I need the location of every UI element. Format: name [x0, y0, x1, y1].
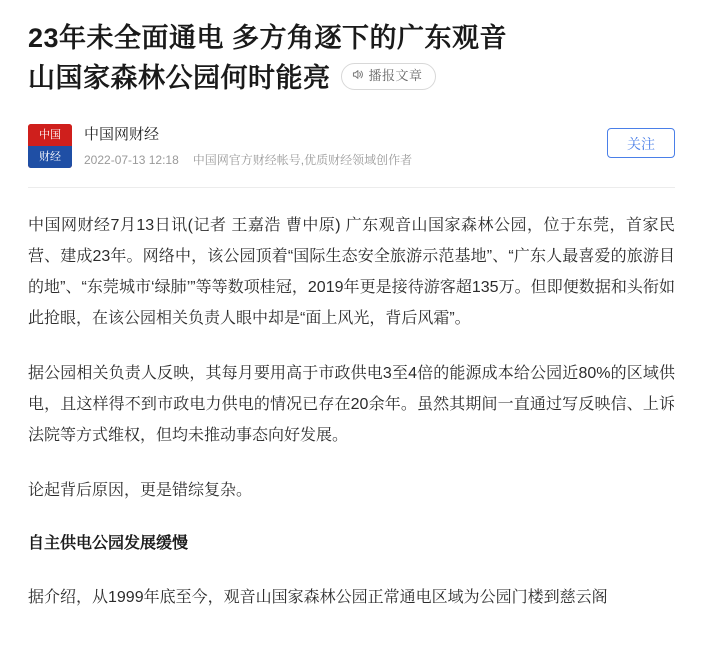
avatar-top-text: 中国 [28, 124, 72, 146]
article-page [0, 18, 703, 658]
paragraph: 论起背后原因，更是错综复杂。 [28, 482, 253, 499]
speaker-icon [351, 68, 364, 86]
play-article-audio-button[interactable] [341, 63, 436, 90]
article-body [28, 210, 675, 613]
avatar-bottom-text: 财经 [28, 146, 72, 168]
paragraph: 据介绍，从1999年底至今，观音山国家森林公园正常通电区域为公园门楼到慈云阁 [28, 589, 608, 606]
avatar[interactable] [28, 124, 72, 168]
follow-button[interactable]: 关注 [607, 128, 675, 158]
paragraph: 据公园相关负责人反映，其每月要用高于市政供电3至4倍的能源成本给公园近80%的区域供电，且这样得不到市政电力供电的情况已存在20余年。虽然其期间一直通过写反映信、上诉法院等方式维权，但均未推动事态向好发展。 [28, 365, 675, 444]
title-line-1: 23年未全面通电 多方角逐下的广东观音 [28, 23, 508, 53]
byline-meta [84, 152, 412, 169]
byline [28, 124, 675, 188]
page-title [28, 18, 675, 98]
title-line-2-wrapper [28, 58, 675, 98]
source-description: 中国网官方财经帐号,优质财经领域创作者 [192, 153, 413, 167]
section-subheading: 自主供电公园发展缓慢 [28, 535, 189, 552]
source-name[interactable]: 中国网财经 [84, 126, 160, 143]
timestamp: 2022-07-13 12:18 [84, 153, 179, 167]
title-line-2: 山国家森林公园何时能亮 [28, 63, 331, 93]
paragraph: 中国网财经7月13日讯(记者 王嘉浩 曹中原) 广东观音山国家森林公园，位于东莞，首家民营、建成23年。网络中，该公园顶着“国际生态安全旅游示范基地”、“广东人最喜爱的旅游目的地”、“东莞城市‘绿肺’”等等数项桂冠，2019年更是接待游客超135万。但即便数据和头衔如此抢眼，在该公园相关负责人眼中却是“面上风光，背后风霜”。 [28, 217, 675, 327]
play-article-audio-label: 播报文章 [368, 68, 423, 83]
byline-text [84, 124, 412, 169]
